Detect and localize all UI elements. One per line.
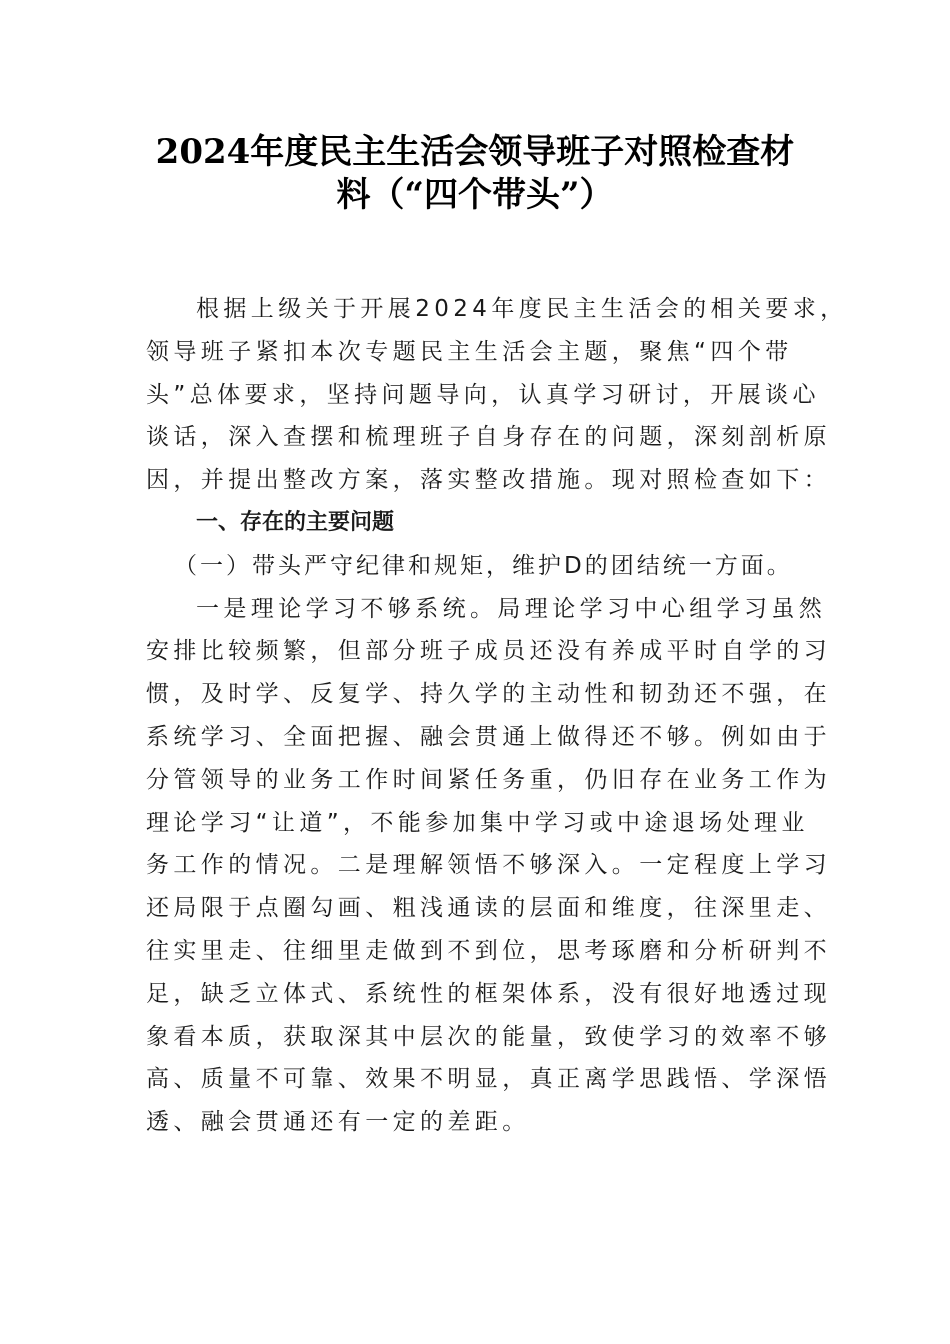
body-paragraph-line: 还局限于点圈勾画、粗浅通读的层面和维度，往深里走、 [146, 895, 831, 922]
body-paragraph-line: 往实里走、往细里走做到不到位，思考琢磨和分析研判不 [146, 937, 831, 964]
title-line-1: 2024年度民主生活会领导班子对照检查材 [155, 132, 795, 172]
body-paragraph-line: 象看本质，获取深其中层次的能量，致使学习的效率不够 [146, 1023, 831, 1050]
body-paragraph-line: 分管领导的业务工作时间紧任务重，仍旧存在业务工作为 [146, 766, 831, 793]
body-paragraph-line: 理论学习“让道”，不能参加集中学习或中途退场处理业 [146, 809, 809, 836]
body-paragraph-line: 一是理论学习不够系统。局理论学习中心组学习虽然 [196, 595, 827, 622]
intro-paragraph-line: 因，并提出整改方案，落实整改措施。现对照检查如下： [146, 467, 831, 494]
title-line-2: 料（“四个带头”） [336, 174, 614, 215]
body-paragraph-line: 务工作的情况。二是理解领悟不够深入。一定程度上学习 [146, 852, 831, 879]
document-body [146, 288, 848, 1144]
body-paragraph-line: 惯，及时学、反复学、持久学的主动性和韧劲还不强，在 [146, 681, 831, 708]
body-paragraph-line: 透、融会贯通还有一定的差距。 [146, 1109, 530, 1136]
body-paragraph-line: 安排比较频繁，但部分班子成员还没有养成平时自学的习 [146, 638, 831, 665]
document-title [140, 118, 810, 215]
body-paragraph-line: 高、质量不可靠、效果不明显，真正离学思践悟、学深悟 [146, 1066, 831, 1093]
body-paragraph-line: 足，缺乏立体式、系统性的框架体系，没有很好地透过现 [146, 980, 831, 1007]
body-paragraph-line: 系统学习、全面把握、融会贯通上做得还不够。例如由于 [146, 723, 831, 750]
subsection-heading: （一）带头严守纪律和规矩，维护D的团结统一方面。 [174, 552, 793, 579]
section-heading: 一、存在的主要问题 [196, 509, 395, 535]
intro-paragraph-line: 根据上级关于开展2024年度民主生活会的相关要求， [196, 296, 848, 322]
intro-paragraph-line: 领导班子紧扣本次专题民主生活会主题，聚焦“四个带 [146, 338, 793, 365]
intro-paragraph-line: 头”总体要求，坚持问题导向，认真学习研讨，开展谈心 [146, 381, 820, 408]
intro-paragraph-line: 谈话，深入查摆和梳理班子自身存在的问题，深刻剖析原 [146, 424, 831, 451]
